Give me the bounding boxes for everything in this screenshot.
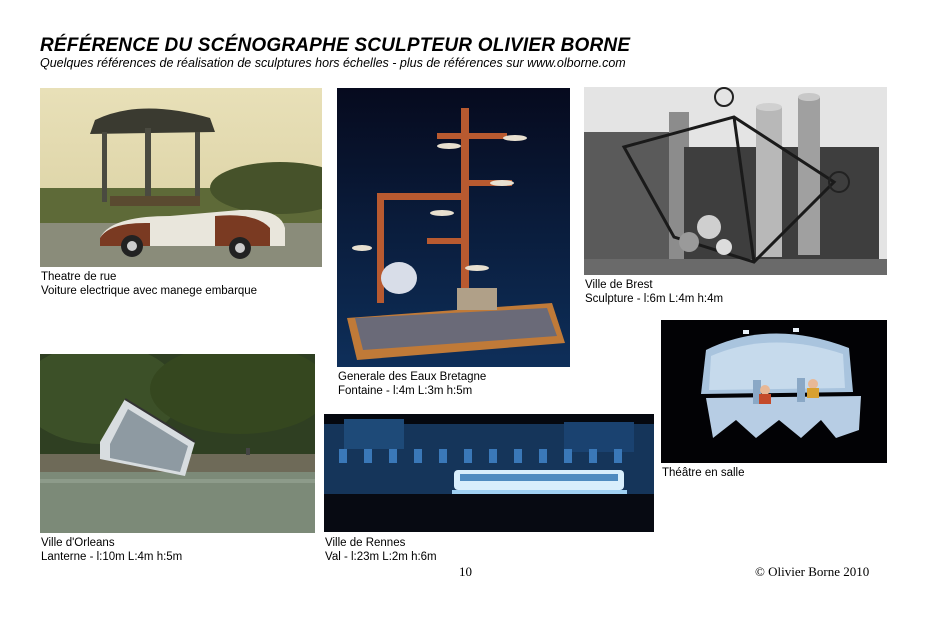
caption-rennes xyxy=(325,536,437,564)
caption-orleans xyxy=(41,536,182,564)
photo-theatre-salle xyxy=(661,320,887,463)
caption-line-title: Theatre de rue xyxy=(41,271,117,283)
caption-fountain xyxy=(338,370,486,398)
caption-line-title: Ville de Brest xyxy=(585,279,653,291)
photo-brest-sculpture xyxy=(584,87,887,275)
caption-line-title: Ville d'Orleans xyxy=(41,537,115,549)
photo-fountain xyxy=(337,88,570,367)
caption-line-detail: Fontaine - l:4m L:3m h:5m xyxy=(338,385,473,397)
page-number: 10 xyxy=(459,564,472,579)
caption-line-title: Théâtre en salle xyxy=(662,467,745,479)
caption-line-title: Generale des Eaux Bretagne xyxy=(338,371,487,383)
page-title: RÉFÉRENCE DU SCÉNOGRAPHE SCULPTEUR OLIVIER BORNE xyxy=(40,35,631,56)
caption-line-detail: Lanterne - l:10m L:4m h:5m xyxy=(41,551,183,563)
caption-line-detail: Sculpture - l:6m L:4m h:4m xyxy=(585,293,724,305)
caption-brest xyxy=(585,278,723,306)
photo-street-theatre-car xyxy=(40,88,322,267)
caption-line-detail: Voiture electrique avec manege embarque xyxy=(41,285,258,297)
copyright: © Olivier Borne 2010 xyxy=(755,564,870,579)
photo-orleans-lantern xyxy=(40,354,315,533)
caption-line-detail: Val - l:23m L:2m h:6m xyxy=(325,551,437,563)
caption-theatre-salle xyxy=(662,466,744,480)
caption-street-theatre xyxy=(41,270,257,298)
caption-line-title: Ville de Rennes xyxy=(325,537,406,549)
photo-rennes-val xyxy=(324,414,654,532)
page-subtitle: Quelques références de réalisation de sculptures hors échelles - plus de références sur www.olborne.com xyxy=(40,56,626,70)
